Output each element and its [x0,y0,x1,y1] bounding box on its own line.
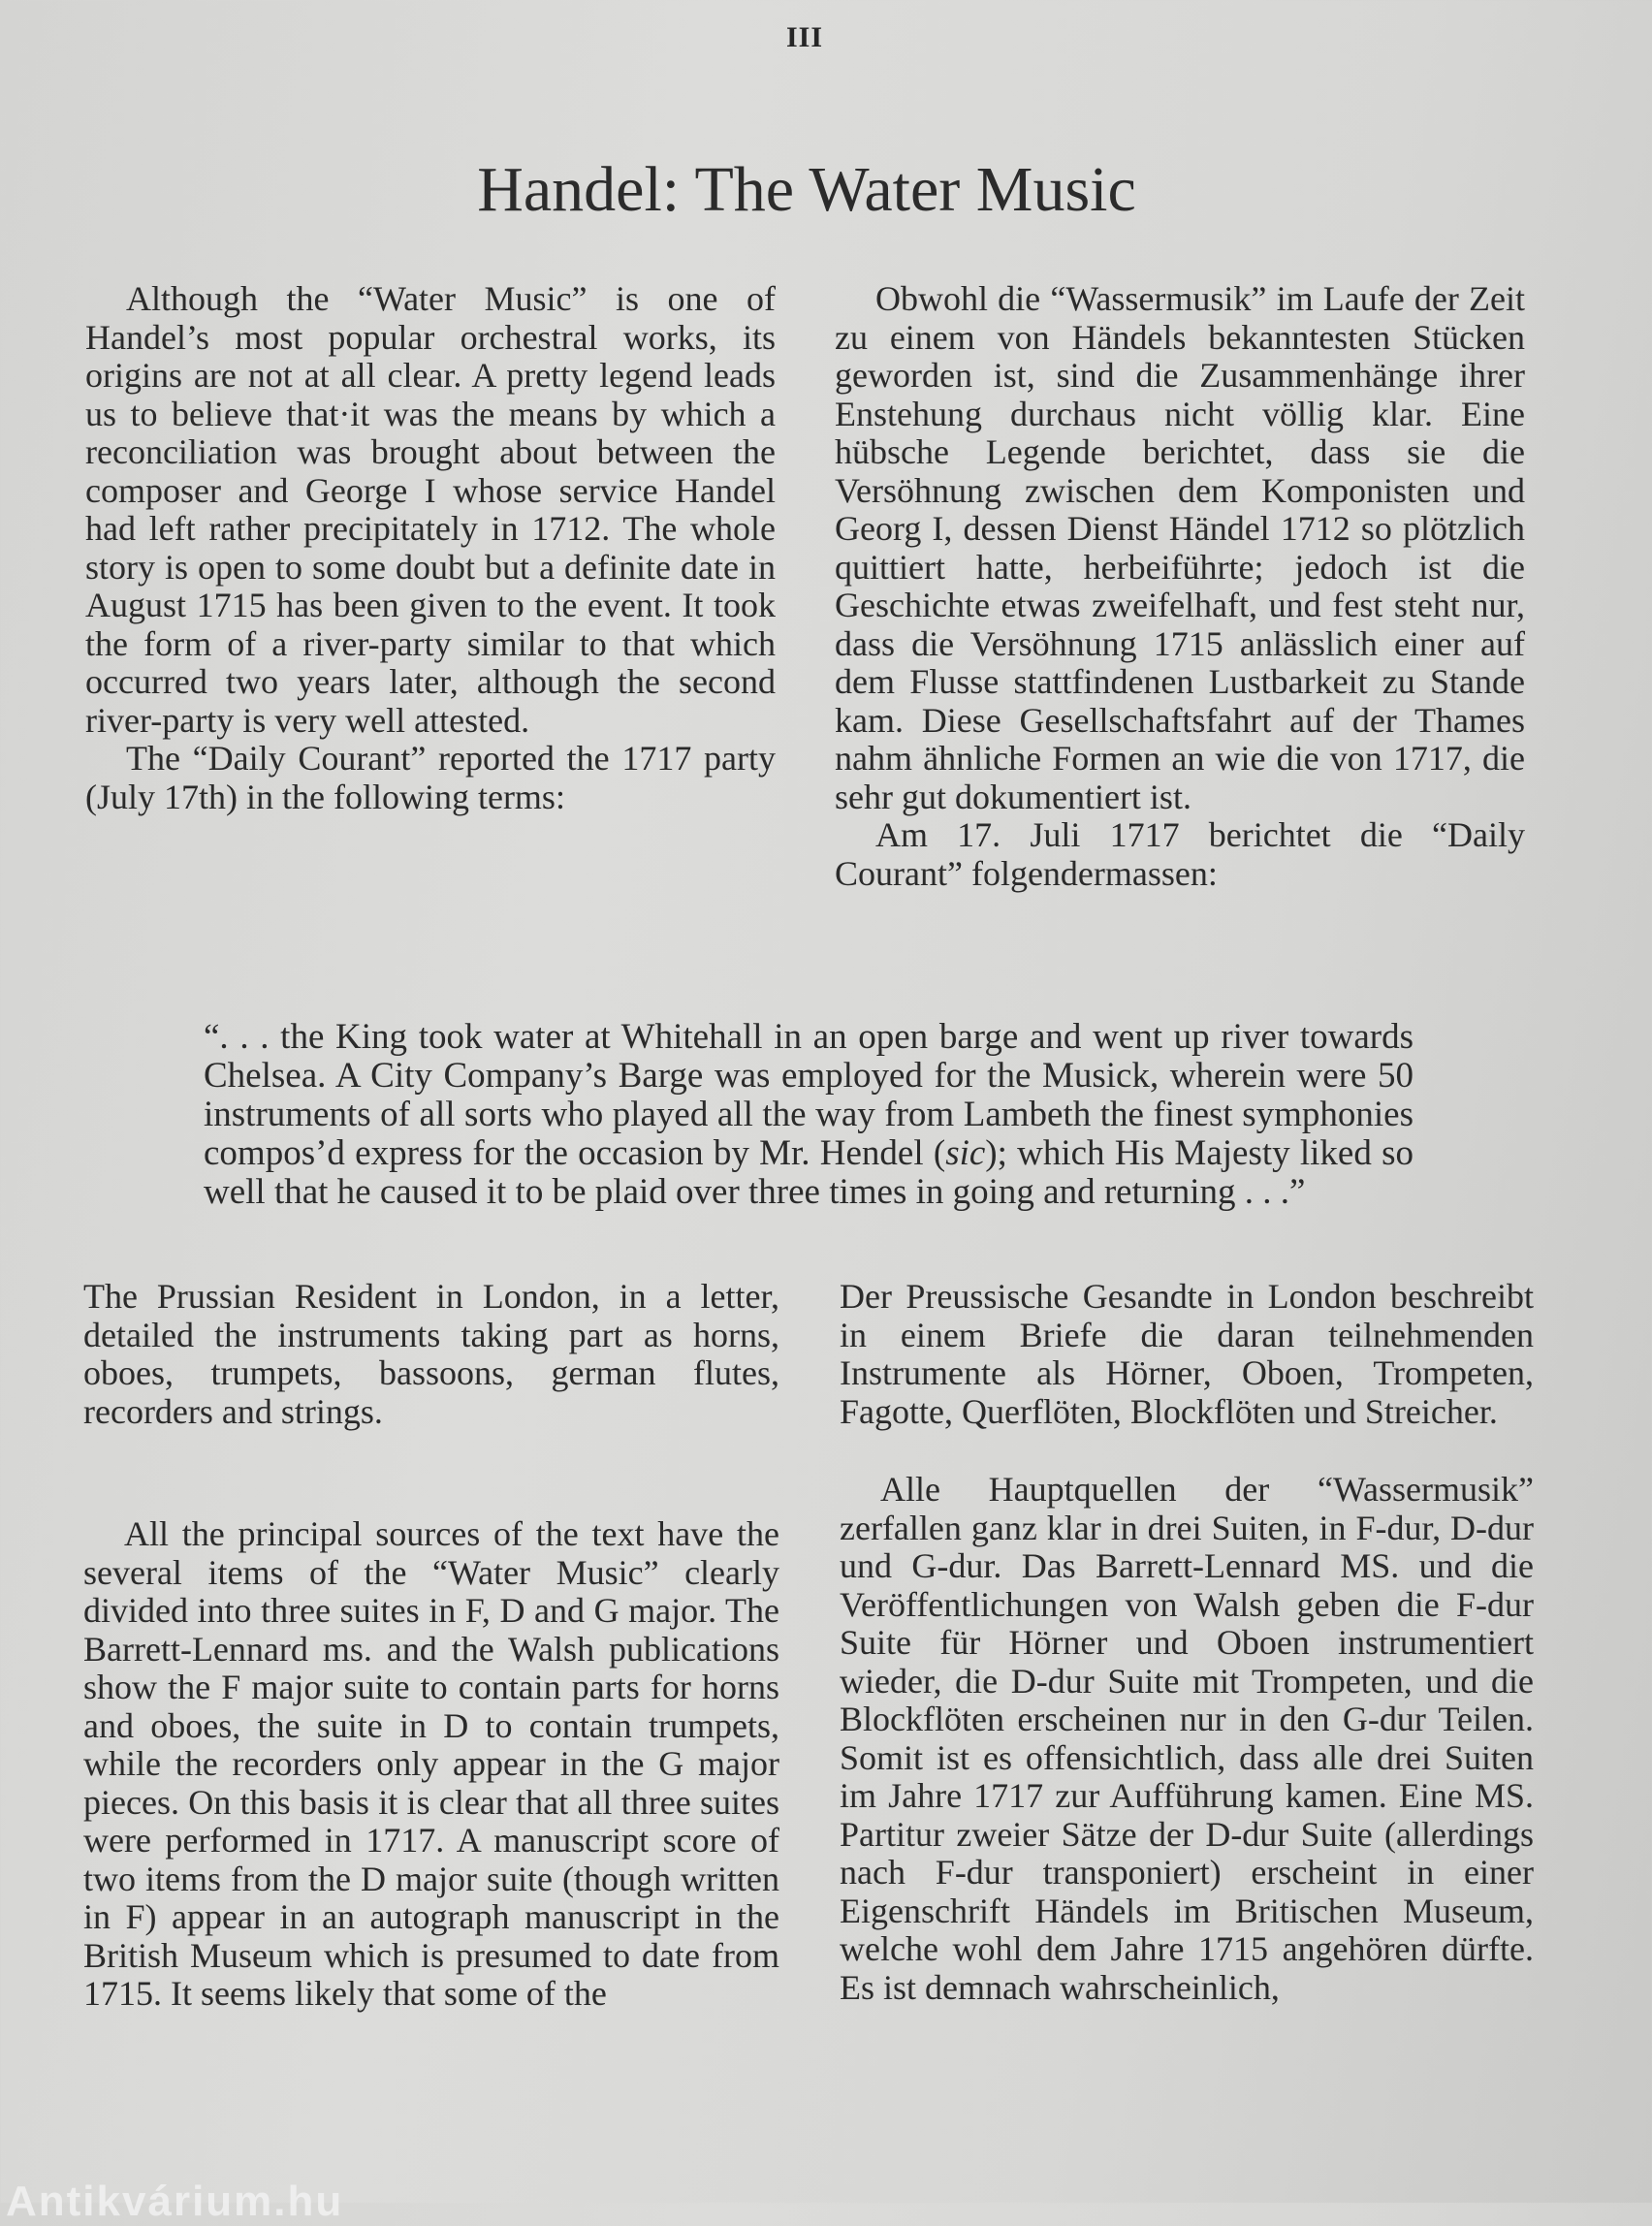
english-column-sources [83,1515,779,2014]
german-paragraph-prussian-resident: Der Preussische Gesandte in London beschreibt in einem Briefe die daran teilnehmenden Instrumente als Hörner, Oboen, Trompeten, Fagotte, Querflöten, Blockflöten und Streicher. [840,1277,1534,1431]
english-paragraph-prussian-resident: The Prussian Resident in London, in a letter, detailed the instruments taking part as horns, oboes, trumpets, bassoons, german flutes, recorders and strings. [83,1277,779,1431]
german-paragraph-origins: Obwohl die “Wassermusik” im Laufe der Zeit zu einem von Händels bekanntesten Stücken geworden ist, sind die Zusammenhänge ihrer Enstehung durchaus nicht völlig klar. Eine hübsche Legende berichtet, dass sie die Versöhnung zwischen dem Komponisten und Georg I, dessen Dienst Händel 1712 so plötzlich quittiert hatte, herbeiführte; jedoch ist die Geschichte etwas zweifelhaft, und fest steht nur, dass die Versöhnung 1715 anlässlich einer auf dem Flusse stattfindenen Lustbarkeit zu Stande kam. Diese Gesellschaftsfahrt auf der Thames nahm ähnliche Formen an wie die von 1717, die sehr gut dokumentiert ist. [835,279,1525,816]
english-column-prussian [83,1278,779,1431]
english-paragraph-daily-courant: The “Daily Courant” reported the 1717 party (July 17th) in the following terms: [85,739,776,816]
watermark: Antikvárium.hu [6,2178,344,2225]
page-title: Handel: The Water Music [477,154,1136,225]
german-paragraph-sources: Alle Hauptquellen der “Wassermusik” zerfallen ganz klar in drei Suiten, in F-dur, D-dur und G-dur. Das Barrett-Lennard MS. und die Veröffentlichungen von Walsh geben die F-dur Suite für Hörner und Oboen instrumentiert wieder, die D-dur Suite mit Trompeten, und die Blockflöten erscheinen nur in den G-dur Teilen. Somit ist es offensichtlich, dass alle drei Suiten im Jahre 1717 zur Aufführung kamen. Eine MS. Partitur zweier Sätze der D-dur Suite (allerdings nach F-dur transponiert) erscheint in einer Eigenschrift Händels im Britischen Museum, welche wohl dem Jahre 1715 angehören dürfte. Es ist demnach wahrscheinlich, [840,1470,1534,2007]
german-column-intro [835,280,1525,893]
german-paragraph-daily-courant: Am 17. Juli 1717 berichtet die “Daily Courant” folgendermassen: [835,815,1525,893]
english-paragraph-sources: All the principal sources of the text have the several items of the “Water Music” clearly divided into three suites in F, D and G major. The Barrett-Lennard ms. and the Walsh publications show the F major suite to contain parts for horns and oboes, the suite in D to contain trumpets, while the recorders only appear in the G major pieces. On this basis it is clear that all three suites were performed in 1717. A manuscript score of two items from the D major suite (though written in F) appear in an autograph manuscript in the British Museum which is presumed to date from 1715. It seems likely that some of the [83,1514,779,2013]
page-number: III [785,21,824,53]
english-column-intro [85,280,776,816]
quotation-text-part-1: “. . . the King took water at Whitehall in an open barge and went up river towards Chelsea. A City Company’s Barge was employed for the Musick, wherein were 50 instruments of all sorts who played all the way from Lambeth the finest symphonies compos’d express for the occasion by Mr. Hendel ( [204,1017,1414,1173]
english-paragraph-origins: Although the “Water Music” is one of Handel’s most popular orchestral works, its origins are not at all clear. A pretty legend leads us to believe that·it was the means by which a reconciliation was brought about between the composer and George I whose service Handel had left rather precipitately in 1712. The whole story is open to some doubt but a definite date in August 1715 has been given to the event. It took the form of a river-party similar to that which occurred two years later, although the second river-party is very well attested. [85,279,776,740]
sic-annotation: sic [945,1133,986,1173]
german-column-sources [840,1471,1534,2007]
quotation-text-part-2: ); which His Majesty liked so well that he caused it to be plaid over three times in going and returning . . .” [204,1133,1414,1212]
daily-courant-quotation [204,1018,1414,1212]
german-column-prussian [840,1278,1534,1431]
quotation-text [204,1018,1414,1212]
